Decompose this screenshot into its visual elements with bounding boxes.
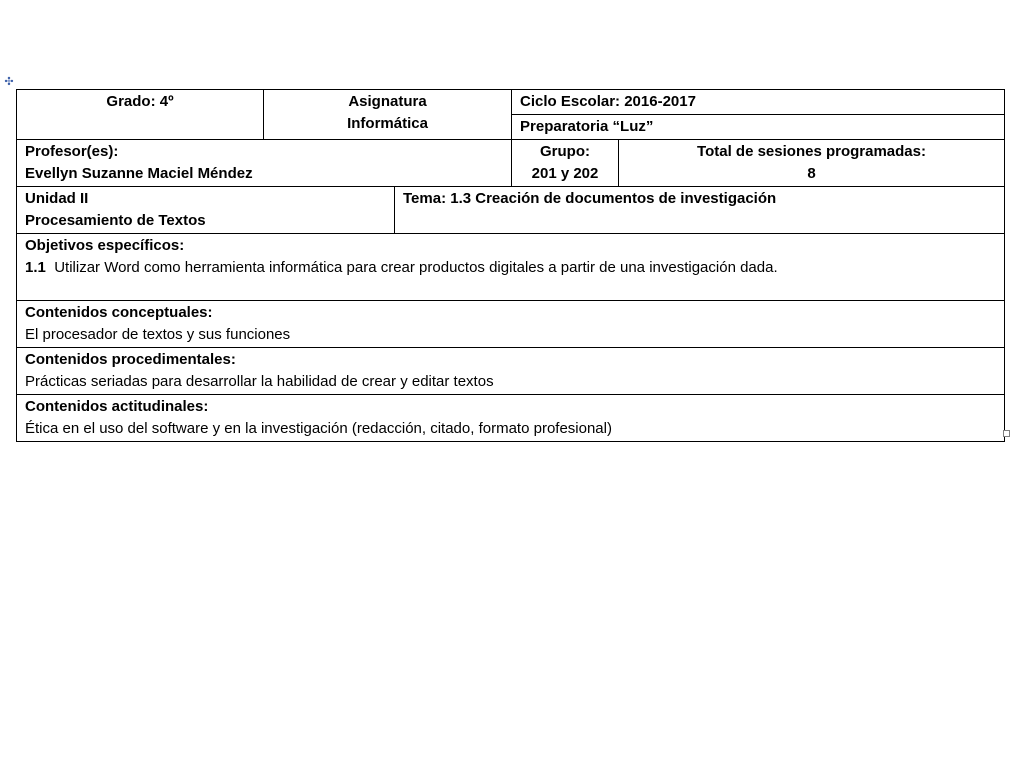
table-row (17, 234, 1005, 301)
grado-cell: Grado: 4º (17, 90, 264, 140)
procedimentales-cell (17, 348, 1005, 395)
table-row (17, 140, 1005, 187)
profesor-name: Evellyn Suzanne Maciel Méndez (25, 165, 253, 182)
preparatoria-cell: Preparatoria “Luz” (512, 115, 1005, 140)
lesson-plan-table (16, 89, 1005, 442)
procedimentales-text: Prácticas seriadas para desarrollar la habilidad de crear y editar textos (25, 373, 494, 390)
grupo-value: 201 y 202 (531, 165, 599, 182)
sesiones-cell (619, 140, 1005, 187)
unidad-label: Unidad II (25, 190, 89, 207)
grupo-cell (512, 140, 619, 187)
conceptuales-cell (17, 301, 1005, 348)
profesor-label: Profesor(es): (25, 143, 119, 160)
asignatura-cell (264, 90, 512, 140)
ciclo-escolar-cell: Ciclo Escolar: 2016-2017 (512, 90, 1005, 115)
sesiones-label: Total de sesiones programadas: (697, 143, 926, 160)
conceptuales-label: Contenidos conceptuales: (25, 304, 213, 321)
objetivos-cell (17, 234, 1005, 301)
actitudinales-label: Contenidos actitudinales: (25, 398, 209, 415)
grupo-label: Grupo: (540, 143, 591, 160)
objetivos-item (25, 257, 996, 279)
profesor-cell (17, 140, 512, 187)
table-row (17, 187, 1005, 234)
objetivos-text: Utilizar Word como herramienta informática para crear productos digitales a partir de una investigación dada. (54, 259, 778, 276)
table-row (17, 301, 1005, 348)
asignatura-label: Asignatura (348, 93, 427, 110)
actitudinales-text: Ética en el uso del software y en la investigación (redacción, citado, formato profesional) (25, 420, 612, 437)
tema-cell: Tema: 1.3 Creación de documentos de investigación (395, 187, 1005, 234)
sesiones-value: 8 (807, 165, 816, 182)
procedimentales-label: Contenidos procedimentales: (25, 351, 236, 368)
table-row (17, 348, 1005, 395)
table-move-icon[interactable]: ✣ (4, 76, 14, 88)
asignatura-value: Informática (347, 115, 428, 132)
table-row (17, 90, 1005, 115)
unidad-name: Procesamiento de Textos (25, 212, 206, 229)
actitudinales-cell (17, 395, 1005, 442)
objetivos-number: 1.1 (25, 259, 46, 276)
table-resize-handle[interactable] (1003, 430, 1010, 437)
table-row (17, 395, 1005, 442)
conceptuales-text: El procesador de textos y sus funciones (25, 326, 291, 343)
unidad-cell (17, 187, 395, 234)
objetivos-label: Objetivos específicos: (25, 237, 185, 254)
